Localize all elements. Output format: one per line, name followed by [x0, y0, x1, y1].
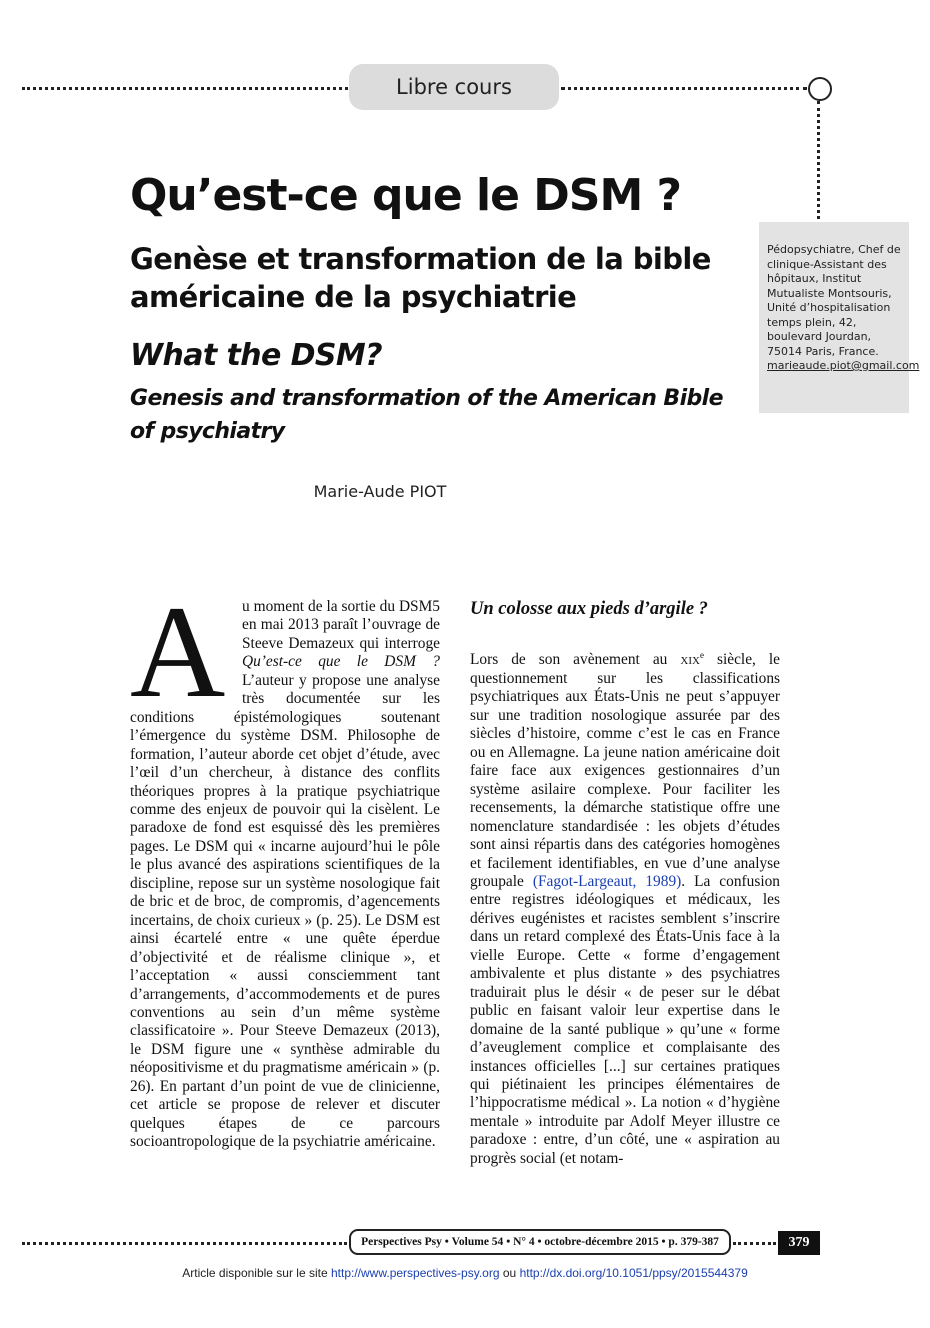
top-dotted-rule-left	[22, 87, 348, 90]
century-numeral: xix	[680, 651, 700, 669]
top-dotted-rule-right	[561, 87, 807, 90]
affiliation-text: Pédopsychiatre, Chef de clinique-Assistant des hôpitaux, Institut Mutualiste Montsouris, Unité d’hospitalisation temps plein, 42, boulevard Jourdan, 75014 Paris, France.	[767, 243, 901, 358]
availability-line	[0, 1266, 930, 1280]
right-dotted-rule	[817, 101, 820, 219]
journal-citation-box	[349, 1229, 731, 1255]
journal-name: Perspectives Psy	[361, 1236, 442, 1248]
drop-cap: A	[130, 578, 226, 725]
section-label-text: Libre cours	[396, 75, 512, 99]
journal-pages: p. 379-387	[668, 1236, 719, 1248]
author-email-link[interactable]: marieaude.piot@gmail.com	[767, 359, 920, 372]
journal-date: octobre-décembre 2015	[544, 1236, 659, 1248]
paragraph-part-a: Lors de son avènement au	[470, 651, 681, 669]
author-name: Marie-Aude PIOT	[313, 482, 447, 501]
journal-volume: Volume 54	[451, 1236, 504, 1248]
article-title-en: What the DSM?	[130, 338, 382, 373]
availability-prefix: Article disponible sur le site	[182, 1266, 328, 1280]
article-subtitle-en: Genesis and transformation of the American Bible of psychiatry	[130, 386, 723, 444]
body-column-left	[130, 578, 440, 1188]
site-url-link[interactable]: http://www.perspectives-psy.org	[331, 1266, 500, 1280]
intro-text-start: u moment de la sortie du DSM5 en mai 2013 paraît l’ouvrage de Steeve Demazeux qui interroge	[242, 598, 440, 652]
circle-ornament-icon	[808, 77, 832, 101]
book-title-reference: Qu’est-ce que le DSM ?	[242, 653, 440, 671]
journal-issue: N° 4	[513, 1236, 535, 1248]
footer-dotted-rule-left	[22, 1242, 347, 1245]
section-label	[349, 64, 559, 110]
or-word: ou	[502, 1266, 517, 1280]
paragraph-part-c: . La confusion entre registres idéologiques et médicaux, les dérives eugénistes et racistes semblent s’inscrire dans un retard complexé des États-Unis face à la vielle Europe. Cette « forme d’engagement ambivalente et plus distante » des psychiatres traduirait plus le désir « de peser sur le débat public en faisant valoir leur expertise dans le domaine de la santé publique » qu’une « forme d’aveuglement complice et complaisante des instances officielles [...] sur certaines pratiques qui piétinaient les principes élémentaires de l’hippocratisme médical ». La notion « d’hygiène mentale » introduite par Adolf Meyer illustre ce paradoxe : entre, d’un côté, une « aspiration au progrès social (et notam-	[470, 873, 780, 1167]
separator: •	[661, 1236, 666, 1248]
paragraph-part-b: siècle, le questionnement sur les classifications psychiatriques aux États-Unis ne peut s’appuyer sur une tradition nosologique assurée par des siècles d’histoire, comme c’est le cas en France ou en Allemagne. La jeune nation américaine doit faire face aux exigences gestionnaires d’un système asilaire complexe. Pour faciliter les recensements, la démarche statistique offre une nomenclature standardisée : les objets d’études sont ainsi répartis dans des catégories homogènes et facilement identifiables, en vue d’une analyse groupale	[470, 651, 780, 891]
body-column-right	[470, 598, 780, 1168]
separator: •	[506, 1236, 511, 1248]
citation-link[interactable]: (Fagot-Largeaut, 1989)	[532, 873, 682, 891]
separator: •	[444, 1236, 449, 1248]
intro-text-rest: L’auteur y propose une analyse très documentée sur les conditions épistémologiques soutenant l’émergence du système DSM. Philosophe de formation, l’auteur aborde cet objet d’étude, avec l’œil d’un chercheur, à distance des conflits théoriques propres à la pratique psychiatrique comme des enjeux de pouvoir qui la cisèlent. Le paradoxe de fond est esquissé dès les premières pages. Le DSM qui « incarne aujourd’hui le pôle le plus avancé des aspirations scientifiques de la discipline, repose sur un système nosologique fait de bric et de broc, de compromis, d’agencements incertains, de choix curieux » (p. 25). Le DSM est ainsi écartelé entre « une quête éperdue d’objectivité et de réalisme clinique », et l’acceptation « aussi consciemment tant d’arrangements, d’accommodements et de pures conventions au sein d’un même système classificatoire ». Pour Steeve Demazeux (2013), le DSM figure une « synthèse admirable du néopositivisme et du pragmatisme américain » (p. 26). En partant d’un point de vue de clinicienne, cet article se propose de relever et discuter quelques étapes de ce parcours socioantropologique de la psychiatrie américaine.	[130, 671, 440, 1151]
article-title-fr: Qu’est-ce que le DSM ?	[130, 170, 682, 221]
article-subtitle-fr: Genèse et transformation de la bible américaine de la psychiatrie	[130, 242, 711, 314]
page-number: 379	[778, 1231, 820, 1255]
separator: •	[537, 1236, 542, 1248]
century-superscript: e	[699, 650, 704, 661]
doi-url-link[interactable]: http://dx.doi.org/10.1051/ppsy/2015544379	[519, 1266, 748, 1280]
section-heading: Un colosse aux pieds d’argile ?	[470, 599, 708, 619]
author-affiliation-box	[759, 222, 920, 413]
footer-dotted-rule-right	[733, 1242, 776, 1245]
